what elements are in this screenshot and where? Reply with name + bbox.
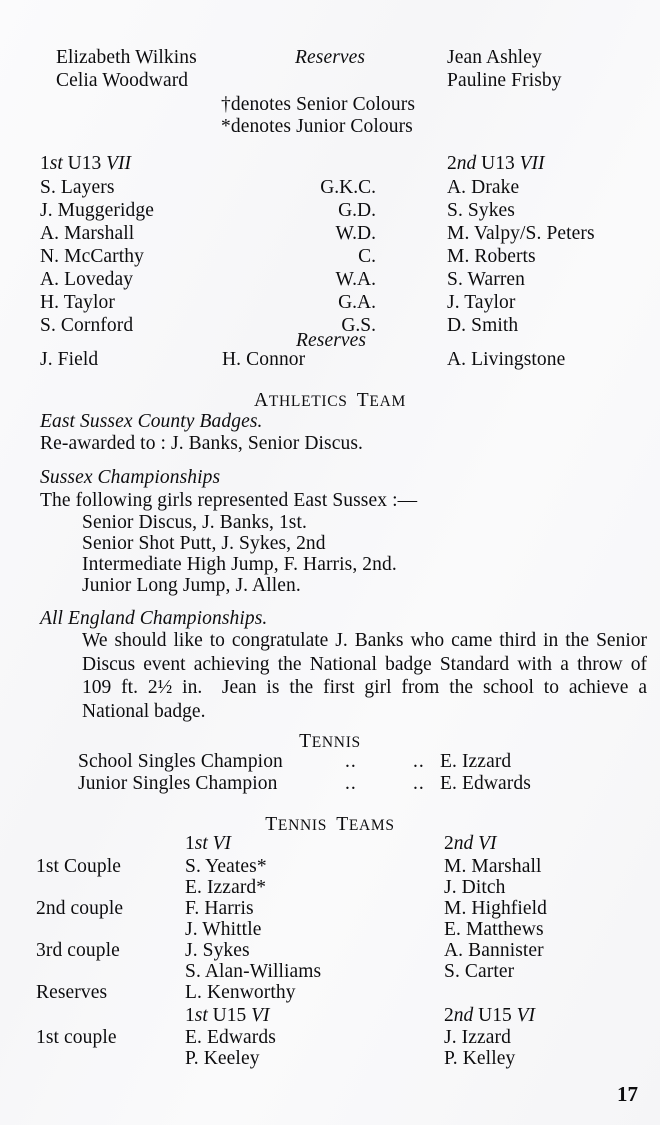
table-row-first-player: S. Layers [40, 177, 115, 198]
tennis-row-first: E. Izzard* [185, 877, 267, 898]
sussex-result-3: Intermediate High Jump, F. Harris, 2nd. [82, 554, 397, 575]
heading-ordinal-num: 1 [185, 1005, 195, 1026]
tennis-row-second: A. Bannister [444, 940, 544, 961]
table-row-second-player: D. Smith [447, 315, 519, 336]
heading-ordinal-suffix: nd [453, 833, 474, 854]
junior-singles-dots-right: .. [413, 773, 425, 794]
second-u15-vi-heading [444, 1004, 535, 1027]
junior-singles-dots-left: .. [345, 773, 357, 794]
tennis-row-first: J. Whittle [185, 919, 262, 940]
u13-reserves-label: Reserves [296, 330, 367, 351]
heading-ordinal-suffix: nd [453, 1005, 474, 1026]
heading-ordinal-suffix: nd [456, 153, 477, 174]
table-row-second-player: S. Sykes [447, 200, 515, 221]
table-row-second-player: S. Warren [447, 269, 526, 290]
heading-ordinal-suffix: st [49, 153, 63, 174]
table-row-first-player: A. Loveday [40, 269, 134, 290]
heading-ordinal-suffix: st [194, 833, 208, 854]
heading-roman: VII [519, 153, 545, 174]
table-row-position: W.A. [335, 269, 376, 290]
heading-roman: VI [516, 1005, 535, 1026]
netball-reserve-left-1: Elizabeth Wilkins [56, 47, 197, 68]
table-row-first-player: N. McCarthy [40, 246, 144, 267]
tennis-row-first: S. Yeates* [185, 856, 267, 877]
sussex-intro-text: The following girls represented East Sussex :— [40, 490, 418, 511]
tennis-row-label: Reserves [36, 982, 108, 1003]
heading-grade: U13 [481, 153, 515, 174]
tennis-row-first: E. Edwards [185, 1027, 276, 1048]
heading-roman: VI [251, 1005, 270, 1026]
tennis-row-second: J. Ditch [444, 877, 506, 898]
tennis-row-first: S. Alan-Williams [185, 961, 322, 982]
heading-ordinal-num: 2 [444, 833, 454, 854]
second-vi-heading [444, 832, 497, 855]
heading-ordinal-num: 1 [185, 833, 195, 854]
heading-grade: U13 [67, 153, 102, 174]
tennis-row-second: M. Marshall [444, 856, 542, 877]
heading-grade: U15 [478, 1005, 512, 1026]
tennis-row-label: 1st couple [36, 1027, 117, 1048]
first-u13-vii-heading [40, 152, 131, 175]
heading-roman: VI [212, 833, 232, 854]
tennis-row-label: 3rd couple [36, 940, 120, 961]
table-row-second-player: M. Valpy/S. Peters [447, 223, 595, 244]
u13-reserve-3: A. Livingstone [447, 349, 566, 370]
junior-singles-champion-name: E. Edwards [440, 773, 531, 794]
county-badges-heading: East Sussex County Badges. [40, 411, 263, 432]
first-u15-vi-heading [185, 1004, 270, 1027]
all-england-heading: All England Championships. [40, 608, 268, 629]
heading-ordinal-num: 2 [444, 1005, 454, 1026]
table-row-first-player: H. Taylor [40, 292, 115, 313]
tennis-row-second: P. Kelley [444, 1048, 516, 1069]
u13-reserve-1: J. Field [40, 349, 99, 370]
table-row-second-player: A. Drake [447, 177, 520, 198]
school-singles-champion-name: E. Izzard [440, 751, 512, 772]
junior-colours-note: *denotes Junior Colours [221, 116, 413, 137]
first-vi-heading [185, 832, 231, 855]
page-number: 17 [617, 1082, 638, 1106]
table-row-second-player: J. Taylor [447, 292, 516, 313]
school-singles-champion-label: School Singles Champion [78, 751, 283, 772]
heading-roman: VI [478, 833, 497, 854]
tennis-heading-text: TENNIS [299, 731, 361, 752]
tennis-row-first: P. Keeley [185, 1048, 260, 1069]
county-badges-text: Re-awarded to : J. Banks, Senior Discus. [40, 433, 363, 454]
senior-colours-note: †denotes Senior Colours [221, 94, 416, 115]
school-singles-dots-right: .. [413, 751, 425, 772]
table-row-position: G.A. [338, 292, 376, 313]
athletics-team-heading-text: ATHLETICS TEAM [254, 390, 406, 411]
all-england-paragraph: We should like to congratulate J. Banks who came third in the Senior Discus event achieving the National badge Standard with a throw of 109 ft. 2½ in. Jean is the first girl from the school to achieve a National badge. [82, 630, 647, 722]
heading-ordinal-suffix: st [194, 1005, 208, 1026]
table-row-position: G.K.C. [320, 177, 376, 198]
heading-ordinal-num: 2 [447, 153, 457, 174]
heading-grade: U15 [212, 1005, 247, 1026]
tennis-row-second: E. Matthews [444, 919, 544, 940]
netball-reserves-label: Reserves [295, 47, 366, 68]
u13-reserve-2: H. Connor [222, 349, 306, 370]
table-row-position: C. [358, 246, 376, 267]
junior-singles-champion-label: Junior Singles Champion [78, 773, 278, 794]
tennis-row-second: J. Izzard [444, 1027, 511, 1048]
table-row-position: W.D. [335, 223, 376, 244]
sussex-result-4: Junior Long Jump, J. Allen. [82, 575, 301, 596]
sussex-result-2: Senior Shot Putt, J. Sykes, 2nd [82, 533, 326, 554]
tennis-row-first: F. Harris [185, 898, 254, 919]
sussex-championships-heading: Sussex Championships [40, 467, 221, 488]
netball-reserve-right-1: Jean Ashley [447, 47, 542, 68]
tennis-teams-heading-text: TENNIS TEAMS [265, 814, 395, 835]
netball-reserve-right-2: Pauline Frisby [447, 70, 562, 91]
netball-reserve-left-2: Celia Woodward [56, 70, 189, 91]
athletics-team-heading [0, 390, 660, 412]
tennis-row-second: M. Highfield [444, 898, 548, 919]
school-singles-dots-left: .. [345, 751, 357, 772]
table-row-second-player: M. Roberts [447, 246, 536, 267]
heading-roman: VII [106, 153, 132, 174]
tennis-teams-heading [0, 814, 660, 836]
second-u13-vii-heading [447, 152, 545, 175]
heading-ordinal-num: 1 [40, 153, 50, 174]
table-row-position: G.D. [338, 200, 376, 221]
tennis-row-first: J. Sykes [185, 940, 250, 961]
tennis-row-first: L. Kenworthy [185, 982, 296, 1003]
table-row-first-player: A. Marshall [40, 223, 135, 244]
tennis-row-second: S. Carter [444, 961, 515, 982]
table-row-first-player: S. Cornford [40, 315, 134, 336]
tennis-row-label: 1st Couple [36, 856, 121, 877]
table-row-position: G.S. [341, 315, 376, 336]
table-row-first-player: J. Muggeridge [40, 200, 154, 221]
sussex-result-1: Senior Discus, J. Banks, 1st. [82, 512, 307, 533]
tennis-row-label: 2nd couple [36, 898, 124, 919]
